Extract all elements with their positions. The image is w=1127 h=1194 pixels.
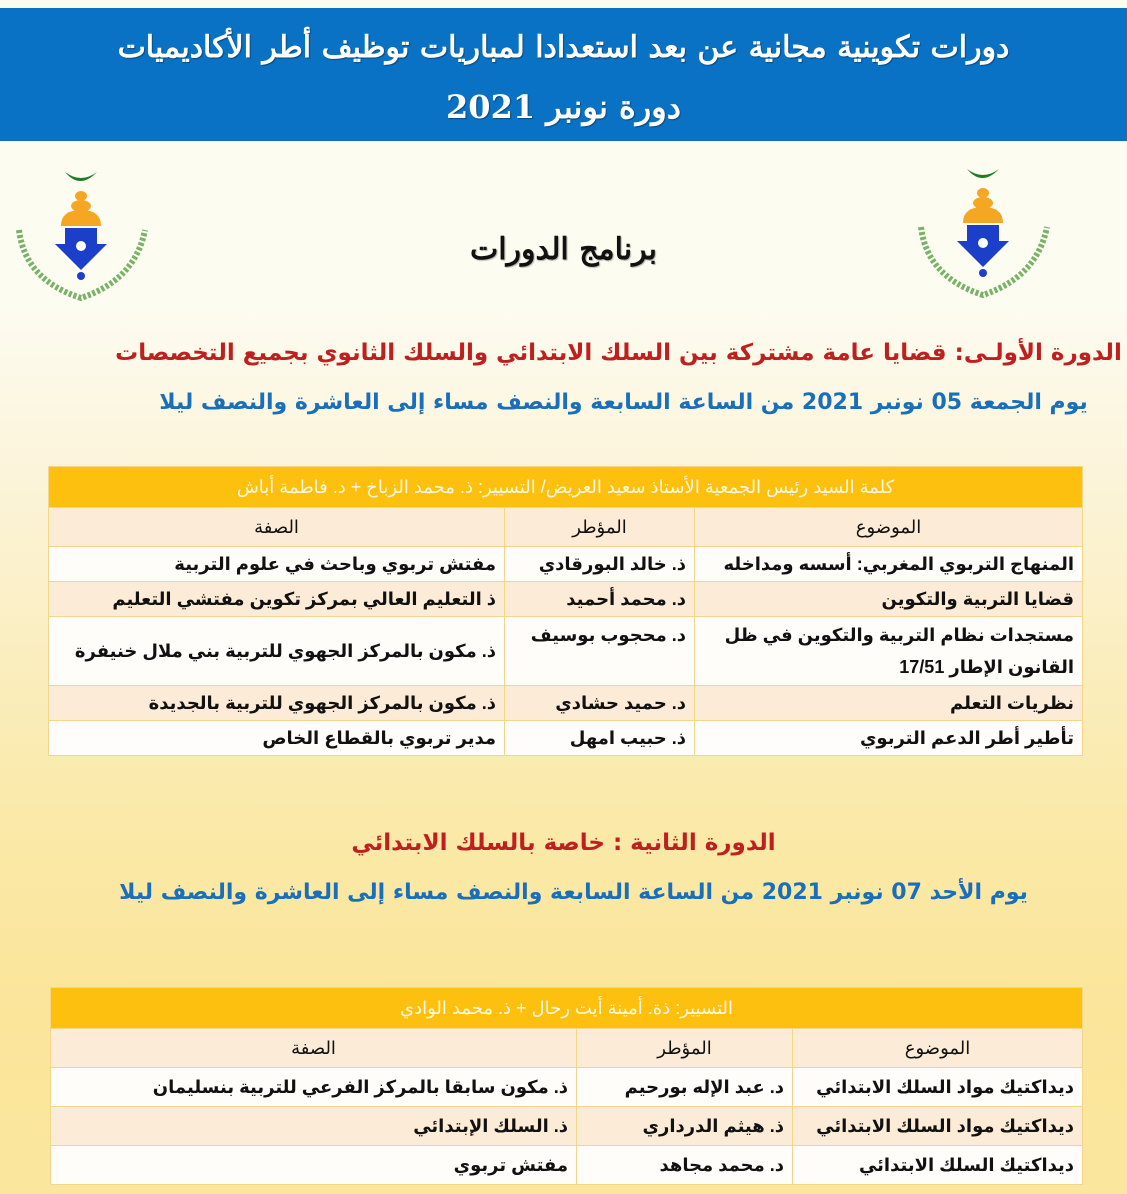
cell-topic: تأطير أطر الدعم التربوي [695, 721, 1083, 756]
cell-role: ذ. السلك الإبتدائي [51, 1107, 577, 1146]
cell-trainer: د. حميد حشادي [505, 686, 695, 721]
table-row [49, 582, 1083, 617]
session-1-title: الدورة الأولـى: قضايا عامة مشتركة بين السلك الابتدائي والسلك الثانوي بجميع التخصصات [115, 340, 1122, 366]
table-row [49, 547, 1083, 582]
session-1-table-banner: كلمة السيد رئيس الجمعية الأستاذ سعيد العريض/ التسيير: ذ. محمد الزباخ + د. فاطمة أباش [49, 467, 1083, 508]
cell-topic: نظريات التعلم [695, 686, 1083, 721]
banner-title: دورات تكوينية مجانية عن بعد استعدادا لمباريات توظيف أطر الأكاديميات [117, 30, 1010, 65]
table-row [51, 1146, 1083, 1185]
cell-topic: ديداكتيك مواد السلك الابتدائي [793, 1107, 1083, 1146]
association-logo-right [905, 155, 1055, 305]
table-row [49, 617, 1083, 686]
table-row [51, 1068, 1083, 1107]
cell-trainer: د. محمد مجاهد [577, 1146, 793, 1185]
cell-role: ذ. مكون سابقا بالمركز الفرعي للتربية بنسليمان [51, 1068, 577, 1107]
table-row [51, 1107, 1083, 1146]
session-2-title: الدورة الثانية : خاصة بالسلك الابتدائي [351, 830, 776, 856]
column-header-trainer: المؤطر [577, 1029, 793, 1068]
cell-trainer: د. محجوب بوسيف [505, 617, 695, 686]
cell-role: ذ. مكون بالمركز الجهوي للتربية بني ملال خنيفرة [49, 617, 505, 686]
cell-topic: المنهاج التربوي المغربي: أسسه ومداخله [695, 547, 1083, 582]
top-strip [0, 0, 1127, 8]
column-header-topic: الموضوع [695, 508, 1083, 547]
cell-topic: قضايا التربية والتكوين [695, 582, 1083, 617]
session-2-time: يوم الأحد 07 نونبر 2021 من الساعة السابعة والنصف مساء إلى العاشرة والنصف ليلا [119, 880, 1028, 905]
table-row [49, 686, 1083, 721]
column-header-role: الصفة [49, 508, 505, 547]
session-1-table [48, 466, 1083, 756]
table-row [49, 721, 1083, 756]
cell-trainer: ذ. خالد البورقادي [505, 547, 695, 582]
cell-role: ذ. مكون بالمركز الجهوي للتربية بالجديدة [49, 686, 505, 721]
cell-trainer: د. محمد أحميد [505, 582, 695, 617]
session-1-time: يوم الجمعة 05 نونبر 2021 من الساعة السابعة والنصف مساء إلى العاشرة والنصف ليلا [159, 390, 1088, 415]
cell-role: ذ التعليم العالي بمركز تكوين مفتشي التعليم [49, 582, 505, 617]
cell-role: مفتش تربوي [51, 1146, 577, 1185]
column-header-topic: الموضوع [793, 1029, 1083, 1068]
session-2-table [50, 987, 1083, 1185]
column-header-role: الصفة [51, 1029, 577, 1068]
banner-subtitle: دورة نونبر 2021 [446, 88, 681, 126]
cell-trainer: ذ. حبيب امهل [505, 721, 695, 756]
cell-trainer: د. عبد الإله بورحيم [577, 1068, 793, 1107]
column-header-trainer: المؤطر [505, 508, 695, 547]
cell-topic: مستجدات نظام التربية والتكوين في ظل القانون الإطار 17/51 [695, 617, 1083, 686]
cell-topic: ديداكتيك السلك الابتدائي [793, 1146, 1083, 1185]
cell-trainer: ذ. هيثم الدرداري [577, 1107, 793, 1146]
cell-topic: ديداكتيك مواد السلك الابتدائي [793, 1068, 1083, 1107]
program-title: برنامج الدورات [469, 232, 658, 268]
title-banner [0, 8, 1127, 141]
session-2-table-banner: التسيير: ذة. أمينة أيت رحال + ذ. محمد الوادي [51, 988, 1083, 1029]
cell-role: مدير تربوي بالقطاع الخاص [49, 721, 505, 756]
cell-role: مفتش تربوي وباحث في علوم التربية [49, 547, 505, 582]
